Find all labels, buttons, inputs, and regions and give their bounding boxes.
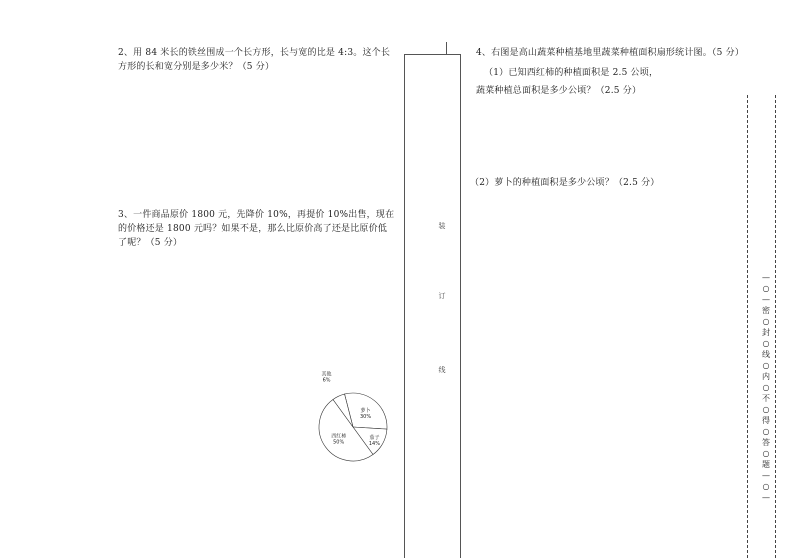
question-4-part2: （2）萝卜的种植面积是多少公顷？（2.5 分）: [470, 178, 660, 188]
top-tick: [446, 42, 447, 54]
pie-slice-percent: 14%: [368, 440, 381, 447]
question-4-intro: 4、右图是高山蔬菜种植基地里蔬菜种植面积扇形统计图。（5 分）: [476, 48, 745, 58]
question-4-part1b: 蔬菜种植总面积是多少公顷？（2.5 分）: [476, 86, 642, 96]
pie-slice-percent: 6%: [322, 377, 331, 384]
cut-line-right: [775, 95, 776, 558]
binding-char-middle: 订: [438, 292, 446, 299]
pie-chart: [300, 371, 400, 465]
question-4-part1a: （1）已知西红柿的种植面积是 2.5 公顷，: [484, 68, 659, 78]
question-3: 3、一件商品原价 1800 元，先降价 10%，再提价 10%出售，现在的价格还是 1800 元吗？如果不是，那么比原价高了还是比原价低了呢？（5 分）: [118, 210, 395, 248]
binding-char-top: 装: [438, 222, 446, 229]
cut-line-left: [747, 95, 748, 558]
pie-slice-percent: 30%: [360, 413, 372, 420]
binding-gutter: [404, 54, 461, 558]
seal-text: —○—密○封○线○内○不○得○答○题—○—: [762, 273, 770, 502]
pie-slice-name: 其他: [321, 371, 332, 378]
pie-slice-name: 茄子: [369, 434, 380, 441]
pie-slice-percent: 50%: [333, 439, 345, 446]
binding-char-bottom: 线: [438, 366, 446, 373]
pie-slices: [319, 393, 387, 461]
pie-slice-name: 萝卜: [360, 407, 371, 414]
pie-slice-name: 西红柿: [331, 433, 347, 440]
question-2: 2、用 84 米长的铁丝围成一个长方形，长与宽的比是 4:3。这个长方形的长和宽分别是多少米？（5 分）: [118, 48, 391, 72]
